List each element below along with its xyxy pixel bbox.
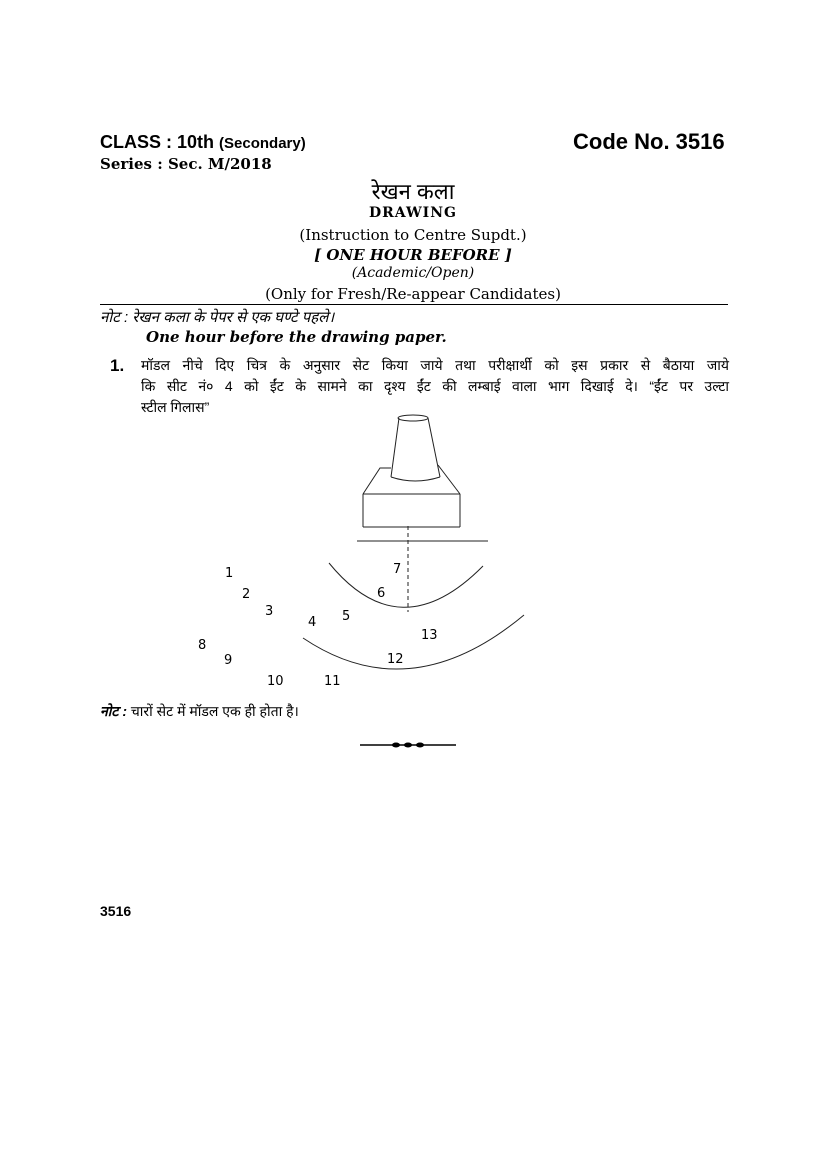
end-ornament [358, 740, 458, 750]
series-label: Series : Sec. M/2018 [100, 155, 272, 173]
seat-label: 6 [377, 586, 386, 601]
instruction-line: (Instruction to Centre Supdt.) [299, 226, 527, 244]
note-2-text: चारों सेट में मॉडल एक ही होता है। [130, 703, 299, 719]
outer-seat-arc [303, 615, 524, 669]
candidates-line: (Only for Fresh/Re-appear Candidates) [265, 285, 561, 303]
seat-label: 2 [242, 587, 251, 602]
code-number: Code No. 3516 [573, 129, 725, 154]
seat-label: 5 [342, 609, 351, 624]
seat-label: 3 [265, 604, 274, 619]
seat-label: 1 [225, 566, 234, 581]
note-english: One hour before the drawing paper. [146, 328, 447, 346]
seat-label: 9 [224, 653, 233, 668]
note-2-label: नोट : [100, 703, 128, 719]
timing-line: [ ONE HOUR BEFORE ] [314, 246, 512, 264]
question-line-1: मॉडल नीचे दिए चित्र के अनुसार सेट किया जाये तथा परीक्षार्थी को इस प्रकार से बैठाया जाये [141, 357, 729, 373]
seat-label: 12 [387, 652, 404, 667]
seat-label: 10 [267, 674, 284, 689]
mode-line: (Academic/Open) [351, 265, 475, 281]
brick-drawing [363, 465, 460, 527]
inner-seat-arc [329, 563, 483, 607]
class-sub: (Secondary) [219, 135, 306, 152]
seat-label: 8 [198, 638, 207, 653]
note-2 [100, 702, 299, 721]
class-text: CLASS : 10th [100, 132, 215, 152]
steel-glass-drawing [391, 415, 440, 481]
seat-label: 13 [421, 628, 438, 643]
seat-label: 7 [393, 562, 402, 577]
question-line-3: स्टील गिलास” [141, 399, 210, 415]
question-line-2: कि सीट नं० 4 को ईंट के सामने का दृश्य ईंट की लम्बाई वाला भाग दिखाई दे। “ईंट पर उल्टा [141, 378, 729, 394]
footer-code: 3516 [100, 903, 132, 919]
seat-label: 11 [324, 674, 341, 689]
question-number: 1. [110, 356, 125, 375]
title-english: DRAWING [369, 205, 457, 221]
title-hindi: रेखन कला [371, 179, 455, 204]
seat-label: 4 [308, 615, 317, 630]
note-hindi: नोट : रेखन कला के पेपर से एक घण्टे पहले। [100, 309, 335, 326]
